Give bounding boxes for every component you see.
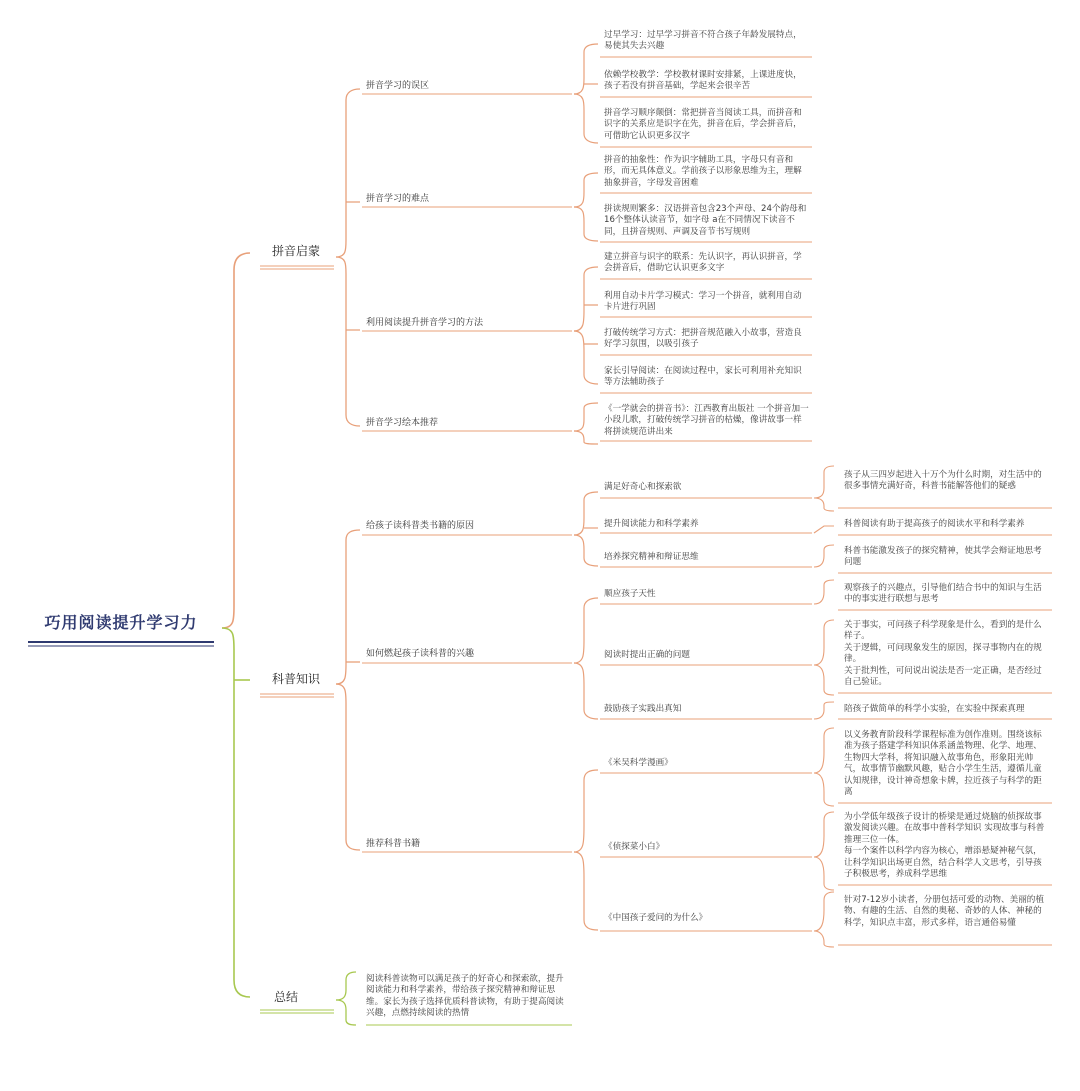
root-topic: 巧用阅读提升学习力 <box>44 613 198 632</box>
pinyin-books: 拼音学习绘本推荐 <box>366 418 439 428</box>
summary-text: 阅读科普读物可以满足孩子的好奇心和探索欲，提升阅读能力和科学素养，带给孩子探究精神和辩证思维。家长为孩子选择优质科普读物，有助于提高阅读兴趣，点燃持续阅读的热情 <box>366 974 564 1019</box>
science-detail: 科普阅读有助于提高孩子的阅读水平和科学素养 <box>844 519 1025 529</box>
list-item: 利用自动卡片学习模式：学习一个拼音，就利用自动卡片进行巩固 <box>604 291 802 313</box>
science-detail: 关于事实，可问孩子科学现象是什么，看到的是什么样子。 关于逻辑，可问现象发生的原因，探寻事物内在的规律。 关于批判性，可问说出说法是否一定正确，是否经过自己验证。 <box>844 620 1042 688</box>
branch-science: 科普知识 <box>272 672 321 686</box>
science-item: 提升阅读能力和科学素养 <box>604 519 699 529</box>
science-reasons: 给孩子读科普类书籍的原因 <box>366 521 475 531</box>
science-item: 鼓励孩子实践出真知 <box>604 704 682 714</box>
list-item: 《一学就会的拼音书》：江西教育出版社 一个拼音加一小段儿歌，打破传统学习拼音的枯燥，像讲故事一样将拼读规范讲出来 <box>604 404 809 437</box>
science-detail: 观察孩子的兴趣点，引导他们结合书中的知识与生活中的事实进行联想与思考 <box>844 583 1042 605</box>
science-item: 培养探究精神和辩证思维 <box>604 552 699 562</box>
science-item: 《侦探菜小白》 <box>604 842 665 852</box>
science-item: 《米吴科学漫画》 <box>604 758 673 768</box>
science-detail: 陪孩子做简单的科学小实验，在实验中探索真理 <box>844 704 1025 714</box>
list-item: 建立拼音与识字的联系：先认识字，再认识拼音，学会拼音后，借助它认识更多文字 <box>604 252 802 274</box>
list-item: 拼音学习顺序颠倒：常把拼音当阅读工具，而拼音和识字的关系应是识字在先，拼音在后，学会拼音后，可借助它认识更多汉字 <box>604 108 802 141</box>
pinyin-misconceptions: 拼音学习的误区 <box>366 81 430 91</box>
science-detail: 孩子从三四岁起进入十万个为什么时期，对生活中的很多事情充满好奇，科普书能解答他们的疑惑 <box>844 470 1042 492</box>
science-detail: 科普书能激发孩子的探究精神，使其学会辩证地思考问题 <box>844 546 1042 568</box>
pinyin-difficulties: 拼音学习的难点 <box>366 194 430 204</box>
list-item: 家长引导阅读：在阅读过程中，家长可利用补充知识等方法辅助孩子 <box>604 366 802 388</box>
branch-pinyin: 拼音启蒙 <box>272 244 321 258</box>
branch-summary: 总结 <box>274 990 299 1004</box>
science-item: 满足好奇心和探索欲 <box>604 482 682 492</box>
science-books: 推荐科普书籍 <box>366 839 421 849</box>
science-item: 阅读时提出正确的问题 <box>604 650 690 660</box>
science-detail: 以义务教育阶段科学课程标准为创作准则。围绕该标准为孩子搭建学科知识体系涵盖物理、化学、地理、生物四大学科，将知识融入故事角色，形象阳光帅气，故事情节幽默风趣，贴合小学生生活，遵循儿童认知规律，设计神奇想象卡牌，拉近孩子与科学的距离 <box>844 730 1042 798</box>
science-detail: 为小学低年级孩子设计的桥梁是通过烧脑的侦探故事激发阅读兴趣。在故事中普科学知识 实现故事与科普推理三位一体。 每一个案件以科学内容为核心，增添悬疑神秘气氛，让科学知识出场更自然，结合科学人文思考，引导孩子积极思考，养成科学思维 <box>844 812 1045 880</box>
list-item: 打破传统学习方式：把拼音规范融入小故事，营造良好学习氛围，以吸引孩子 <box>604 328 802 350</box>
science-interest: 如何燃起孩子读科普的兴趣 <box>366 649 475 659</box>
list-item: 过早学习：过早学习拼音不符合孩子年龄发展特点，易使其失去兴趣 <box>604 30 802 52</box>
list-item: 拼音的抽象性：作为识字辅助工具，字母只有音和形，而无具体意义。学前孩子以形象思维为主，理解抽象拼音，字母发音困难 <box>604 155 802 188</box>
science-detail: 针对7-12岁小读者，分册包括可爱的动物、美丽的植物、有趣的生活、自然的奥秘、奇妙的人体、神秘的科学，知识点丰富，形式多样，语言通俗易懂 <box>844 895 1044 928</box>
science-item: 《中国孩子爱问的为什么》 <box>604 913 708 923</box>
list-item: 拼读规则繁多：汉语拼音包含23个声母、24个韵母和16个整体认读音节，如字母 a在不同情况下读音不同，且拼音规则、声调及音节书写规则 <box>604 204 807 237</box>
pinyin-methods: 利用阅读提升拼音学习的方法 <box>366 318 484 328</box>
science-item: 顺应孩子天性 <box>604 589 656 599</box>
list-item: 依赖学校教学：学校教材课时安排紧，上课进度快，孩子若没有拼音基础，学起来会很辛苦 <box>604 70 802 92</box>
